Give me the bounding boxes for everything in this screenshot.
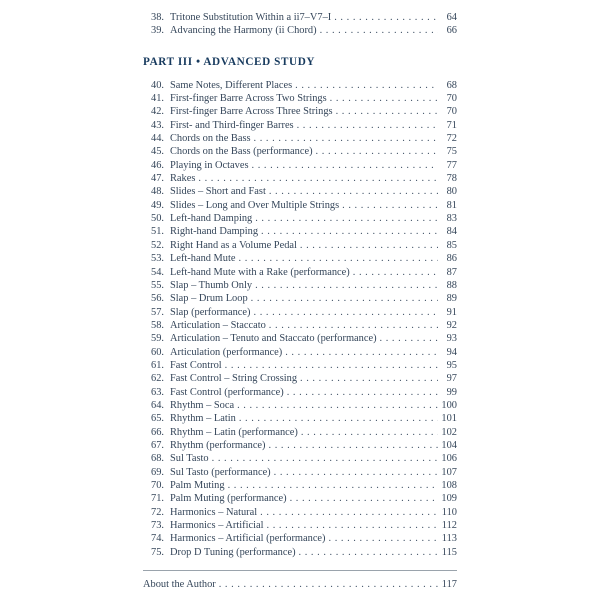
entry-number: 71. bbox=[151, 493, 164, 505]
entry-number: 62. bbox=[151, 373, 164, 385]
entry-title: Fast Control – String Crossing bbox=[170, 373, 298, 385]
entry-title: Right Hand as a Volume Pedal bbox=[170, 239, 297, 251]
entry-page-number: 75 bbox=[446, 146, 457, 158]
toc-entry bbox=[143, 359, 457, 372]
entry-title: First-finger Barre Across Two Strings bbox=[170, 93, 327, 105]
entry-title: Harmonics – Artificial (performance) bbox=[170, 533, 326, 545]
entry-page-number: 78 bbox=[446, 173, 457, 185]
about-row-container bbox=[143, 578, 457, 591]
entry-page-number: 101 bbox=[441, 413, 457, 425]
entry-number: 74. bbox=[151, 533, 164, 545]
entry-page-number: 83 bbox=[446, 213, 457, 225]
entry-title: Rhythm – Latin (performance) bbox=[170, 426, 298, 438]
entry-number: 45. bbox=[151, 146, 164, 158]
dot-leader bbox=[260, 506, 438, 519]
toc-entry bbox=[143, 306, 457, 319]
toc-entry bbox=[143, 119, 457, 132]
entry-page-number: 92 bbox=[446, 319, 457, 331]
toc-entry bbox=[143, 212, 457, 225]
toc-entry bbox=[143, 319, 457, 332]
toc-entry bbox=[143, 225, 457, 238]
entry-title: Harmonics – Natural bbox=[170, 506, 258, 518]
entry-title: Rakes bbox=[170, 173, 196, 185]
entry-title: Chords on the Bass bbox=[170, 133, 251, 145]
dot-leader bbox=[329, 532, 438, 545]
toc-entry bbox=[143, 399, 457, 412]
entry-page-number: 87 bbox=[446, 266, 457, 278]
dot-leader bbox=[316, 145, 438, 158]
dot-leader bbox=[295, 79, 438, 92]
entry-page-number: 84 bbox=[446, 226, 457, 238]
entry-number: 57. bbox=[151, 306, 164, 318]
entry-number: 52. bbox=[151, 239, 164, 251]
entry-title: Articulation (performance) bbox=[170, 346, 283, 358]
entry-page-number: 77 bbox=[446, 159, 457, 171]
entry-number: 70. bbox=[151, 480, 164, 491]
entry-title: Left-hand Mute bbox=[170, 253, 236, 265]
toc-entry bbox=[143, 439, 457, 452]
dot-leader bbox=[261, 225, 438, 238]
dot-leader bbox=[301, 426, 438, 439]
toc-entry bbox=[143, 145, 457, 158]
entry-number: 72. bbox=[151, 506, 164, 518]
entry-page-number: 94 bbox=[446, 346, 457, 358]
entry-page-number: 110 bbox=[441, 506, 457, 518]
dot-leader bbox=[334, 11, 438, 24]
entry-number: 69. bbox=[151, 466, 164, 478]
dot-leader bbox=[285, 346, 438, 359]
entry-title: Palm Muting bbox=[170, 480, 225, 491]
dot-leader bbox=[198, 172, 438, 185]
dot-leader bbox=[300, 372, 438, 385]
entry-page-number: 100 bbox=[441, 399, 457, 411]
entry-title: Rhythm – Latin bbox=[170, 413, 236, 425]
dot-leader bbox=[255, 279, 438, 292]
dot-leader bbox=[380, 332, 438, 345]
dot-leader bbox=[300, 239, 438, 252]
dot-leader bbox=[239, 252, 439, 265]
entry-page-number: 113 bbox=[441, 533, 457, 545]
entry-title: Drop D Tuning (performance) bbox=[170, 546, 296, 558]
toc-entry bbox=[143, 159, 457, 172]
entry-number: 51. bbox=[151, 226, 164, 238]
entry-page-number: 72 bbox=[446, 133, 457, 145]
entry-title: Playing in Octaves bbox=[170, 159, 249, 171]
entry-number: 41. bbox=[151, 93, 164, 105]
entry-title: Articulation – Staccato bbox=[170, 319, 266, 331]
toc-entry bbox=[143, 332, 457, 345]
entry-page-number: 70 bbox=[446, 106, 457, 118]
entry-title: Left-hand Damping bbox=[170, 213, 253, 225]
entry-title: Harmonics – Artificial bbox=[170, 520, 264, 532]
toc-entry bbox=[143, 266, 457, 279]
dot-leader bbox=[237, 399, 438, 412]
toc-entry bbox=[143, 546, 457, 559]
entry-title: Sul Tasto (performance) bbox=[170, 466, 271, 478]
dot-leader bbox=[219, 578, 438, 591]
entry-title: Palm Muting (performance) bbox=[170, 493, 287, 505]
toc-entry bbox=[143, 279, 457, 292]
entry-title: Sul Tasto bbox=[170, 453, 209, 465]
entry-number: 64. bbox=[151, 399, 164, 411]
dot-leader bbox=[299, 546, 438, 559]
entry-page-number: 91 bbox=[446, 306, 457, 318]
entry-page-number: 112 bbox=[441, 520, 457, 532]
toc-entry bbox=[143, 519, 457, 532]
entry-number: 43. bbox=[151, 119, 164, 131]
dot-leader bbox=[290, 492, 438, 505]
footer-divider bbox=[143, 570, 457, 591]
entry-number: 47. bbox=[151, 173, 164, 185]
dot-leader bbox=[269, 319, 438, 332]
entry-page-number: 86 bbox=[446, 253, 457, 265]
entry-title: Rhythm – Soca bbox=[170, 399, 235, 411]
entry-page-number: 88 bbox=[446, 279, 457, 291]
entry-page-number: 99 bbox=[446, 386, 457, 398]
entry-number: 58. bbox=[151, 319, 164, 331]
toc-entry bbox=[143, 172, 457, 185]
entry-page-number: 89 bbox=[446, 293, 457, 305]
entry-title: Tritone Substitution Within a ii7–V7–I bbox=[170, 12, 332, 23]
dot-leader bbox=[254, 132, 438, 145]
entry-title: Slides – Long and Over Multiple Strings bbox=[170, 199, 340, 211]
toc-entry bbox=[143, 11, 457, 24]
entry-page-number: 117 bbox=[441, 579, 457, 591]
toc-entry bbox=[143, 132, 457, 145]
entry-page-number: 66 bbox=[446, 25, 457, 37]
entry-title: Chords on the Bass (performance) bbox=[170, 146, 313, 158]
entry-page-number: 70 bbox=[446, 93, 457, 105]
entry-title: Same Notes, Different Places bbox=[170, 79, 293, 91]
toc-entry bbox=[143, 386, 457, 399]
toc-entry bbox=[143, 578, 457, 591]
entry-number: 44. bbox=[151, 133, 164, 145]
entry-number: 55. bbox=[151, 279, 164, 291]
entry-number: 53. bbox=[151, 253, 164, 265]
entry-title: First- and Third-finger Barres bbox=[170, 119, 294, 131]
entry-page-number: 107 bbox=[441, 466, 457, 478]
dot-leader bbox=[212, 452, 438, 465]
entry-number: 59. bbox=[151, 333, 164, 345]
entry-page-number: 97 bbox=[446, 373, 457, 385]
entry-page-number: 109 bbox=[441, 493, 457, 505]
dot-leader bbox=[269, 185, 438, 198]
entry-page-number: 106 bbox=[441, 453, 457, 465]
toc-entry bbox=[143, 479, 457, 492]
entry-title: About the Author bbox=[143, 579, 216, 591]
dot-leader bbox=[287, 386, 438, 399]
entry-page-number: 81 bbox=[446, 199, 457, 211]
dot-leader bbox=[225, 359, 438, 372]
entry-number: 42. bbox=[151, 106, 164, 118]
toc-entry bbox=[143, 239, 457, 252]
entry-number: 38. bbox=[151, 12, 164, 23]
toc-content bbox=[143, 0, 457, 591]
entry-number: 73. bbox=[151, 520, 164, 532]
toc-entry bbox=[143, 412, 457, 425]
dot-leader bbox=[267, 519, 439, 532]
entry-page-number: 104 bbox=[441, 439, 457, 451]
entry-title: First-finger Barre Across Three Strings bbox=[170, 106, 333, 118]
entry-page-number: 115 bbox=[441, 546, 457, 558]
entry-title: Articulation – Tenuto and Staccato (performance) bbox=[170, 333, 377, 345]
entry-number: 63. bbox=[151, 386, 164, 398]
part-heading: PART III • ADVANCED STUDY bbox=[143, 55, 316, 68]
toc-entry bbox=[143, 492, 457, 505]
dot-leader bbox=[330, 92, 438, 105]
toc-entry bbox=[143, 372, 457, 385]
entry-title: Fast Control bbox=[170, 359, 222, 371]
dot-leader bbox=[353, 266, 438, 279]
entry-number: 39. bbox=[151, 25, 164, 37]
dot-leader bbox=[336, 105, 438, 118]
entry-number: 50. bbox=[151, 213, 164, 225]
toc-main-list bbox=[143, 79, 457, 559]
entry-page-number: 80 bbox=[446, 186, 457, 198]
entry-number: 75. bbox=[151, 546, 164, 558]
toc-entry bbox=[143, 452, 457, 465]
entry-page-number: 93 bbox=[446, 333, 457, 345]
dot-leader bbox=[255, 212, 438, 225]
entry-title: Slap (performance) bbox=[170, 306, 251, 318]
entry-title: Advancing the Harmony (ii Chord) bbox=[170, 25, 317, 37]
entry-page-number: 95 bbox=[446, 359, 457, 371]
toc-entry bbox=[143, 252, 457, 265]
toc-entry bbox=[143, 426, 457, 439]
entry-number: 60. bbox=[151, 346, 164, 358]
entry-number: 67. bbox=[151, 439, 164, 451]
toc-entry bbox=[143, 466, 457, 479]
entry-title: Rhythm (performance) bbox=[170, 439, 266, 451]
entry-page-number: 64 bbox=[446, 12, 457, 23]
dot-leader bbox=[251, 292, 438, 305]
entry-page-number: 68 bbox=[446, 79, 457, 91]
dot-leader bbox=[320, 24, 438, 37]
entry-title: Slap – Drum Loop bbox=[170, 293, 248, 305]
dot-leader bbox=[297, 119, 438, 132]
dot-leader bbox=[254, 306, 439, 319]
entry-title: Left-hand Mute with a Rake (performance) bbox=[170, 266, 350, 278]
entry-number: 61. bbox=[151, 359, 164, 371]
dot-leader bbox=[228, 479, 438, 492]
dot-leader bbox=[239, 412, 438, 425]
dot-leader bbox=[274, 466, 438, 479]
entry-page-number: 71 bbox=[446, 119, 457, 131]
toc-entry bbox=[143, 92, 457, 105]
toc-entry bbox=[143, 79, 457, 92]
entry-page-number: 108 bbox=[441, 480, 457, 491]
entry-number: 54. bbox=[151, 266, 164, 278]
entry-number: 48. bbox=[151, 186, 164, 198]
entry-number: 46. bbox=[151, 159, 164, 171]
toc-entry bbox=[143, 346, 457, 359]
toc-entry bbox=[143, 506, 457, 519]
toc-entry bbox=[143, 185, 457, 198]
dot-leader bbox=[252, 159, 439, 172]
entry-number: 40. bbox=[151, 79, 164, 91]
toc-entry bbox=[143, 24, 457, 37]
entry-page-number: 85 bbox=[446, 239, 457, 251]
toc-pre-list bbox=[143, 11, 457, 38]
entry-number: 65. bbox=[151, 413, 164, 425]
toc-entry bbox=[143, 105, 457, 118]
entry-number: 56. bbox=[151, 293, 164, 305]
dot-leader bbox=[342, 199, 438, 212]
entry-title: Slap – Thumb Only bbox=[170, 279, 253, 291]
entry-number: 66. bbox=[151, 426, 164, 438]
toc-entry bbox=[143, 532, 457, 545]
entry-title: Fast Control (performance) bbox=[170, 386, 284, 398]
dot-leader bbox=[269, 439, 439, 452]
toc-entry bbox=[143, 199, 457, 212]
toc-entry bbox=[143, 292, 457, 305]
entry-title: Slides – Short and Fast bbox=[170, 186, 266, 198]
entry-number: 49. bbox=[151, 199, 164, 211]
entry-page-number: 102 bbox=[441, 426, 457, 438]
entry-number: 68. bbox=[151, 453, 164, 465]
entry-title: Right-hand Damping bbox=[170, 226, 259, 238]
